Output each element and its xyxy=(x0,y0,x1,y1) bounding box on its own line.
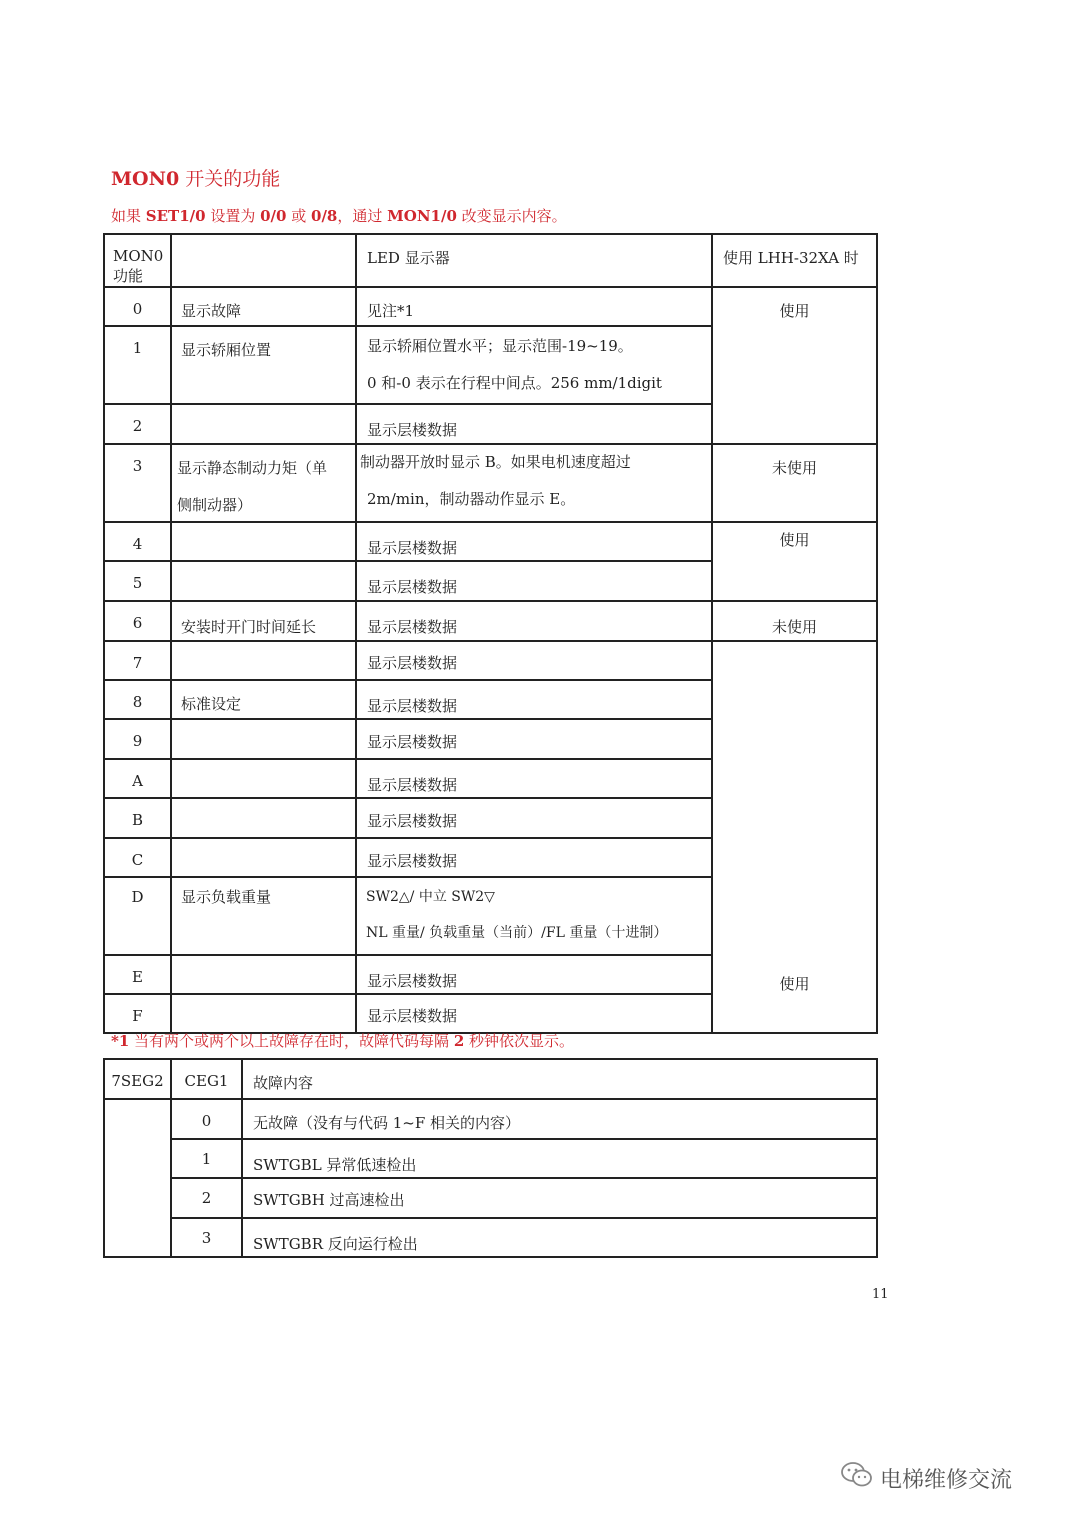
table-row xyxy=(104,287,877,326)
wechat-icon xyxy=(840,1460,880,1496)
row-code: C xyxy=(104,838,171,877)
header-blank xyxy=(171,234,356,287)
row-desc: SWTGBL 异常低速检出 xyxy=(242,1139,877,1178)
table-row xyxy=(104,444,877,522)
row-code: E xyxy=(104,955,171,994)
row-code: 6 xyxy=(104,601,171,641)
row-led: 显示层楼数据 xyxy=(356,641,712,680)
row-code: B xyxy=(104,798,171,838)
footnote: *1 当有两个或两个以上故障存在时，故障代码每隔 2 秒钟依次显示。 xyxy=(111,1032,575,1050)
table-row xyxy=(104,522,877,561)
row-function xyxy=(171,798,356,838)
row-code: 9 xyxy=(104,719,171,759)
row-led: 显示层楼数据 xyxy=(356,838,712,877)
row-function xyxy=(171,955,356,994)
row-desc: SWTGBR 反向运行检出 xyxy=(242,1218,877,1257)
section-note: 如果 SET1/0 设置为 0/0 或 0/8，通过 MON1/0 改变显示内容。 xyxy=(111,207,567,225)
row-code: F xyxy=(104,994,171,1033)
usage-cell: 未使用 xyxy=(712,444,877,522)
row-led: 显示层楼数据 xyxy=(356,798,712,838)
row-code: 3 xyxy=(171,1218,242,1257)
row-function xyxy=(171,404,356,444)
mon0-function-table xyxy=(103,233,878,1034)
row-function: 显示故障 xyxy=(171,287,356,326)
row-function xyxy=(171,994,356,1033)
header-led: LED 显示器 xyxy=(356,234,712,287)
fault-code-table xyxy=(103,1058,878,1258)
row-led: 显示层楼数据 xyxy=(356,680,712,719)
row-code: 0 xyxy=(171,1099,242,1139)
header-ceg1: CEG1 xyxy=(171,1059,242,1099)
usage-cell: 使用 xyxy=(712,287,877,444)
row-led: 见注*1 xyxy=(356,287,712,326)
row-function: 显示静态制动力矩（单 侧制动器） xyxy=(171,444,356,522)
row-function xyxy=(171,641,356,680)
row-code: 2 xyxy=(171,1178,242,1218)
row-led: 显示层楼数据 xyxy=(356,719,712,759)
table-row xyxy=(104,1139,877,1178)
row-function xyxy=(171,759,356,798)
header-usage: 使用 LHH-32XA 时 xyxy=(712,234,877,287)
row-code: 2 xyxy=(104,404,171,444)
row-led: 显示层楼数据 xyxy=(356,994,712,1033)
row-code: A xyxy=(104,759,171,798)
usage-cell: 使用 xyxy=(712,522,877,601)
table-row xyxy=(104,601,877,641)
row-code: 7 xyxy=(104,641,171,680)
row-led: 制动器开放时显示 B。如果电机速度超过 2m/min，制动器动作显示 E。 xyxy=(356,444,712,522)
row-function: 标准设定 xyxy=(171,680,356,719)
row-code: 1 xyxy=(171,1139,242,1178)
header-7seg2: 7SEG2 xyxy=(104,1059,171,1099)
header-fault-content: 故障内容 xyxy=(242,1059,877,1099)
watermark xyxy=(840,1460,1012,1496)
row-led: 显示层楼数据 xyxy=(356,522,712,561)
row-code: 3 xyxy=(104,444,171,522)
row-led: 显示层楼数据 xyxy=(356,955,712,994)
table-row xyxy=(104,1178,877,1218)
row-function xyxy=(171,561,356,601)
row-led: 显示层楼数据 xyxy=(356,561,712,601)
usage-cell: 未使用 xyxy=(712,601,877,641)
row-led: 显示层楼数据 xyxy=(356,759,712,798)
row-desc: SWTGBH 过高速检出 xyxy=(242,1178,877,1218)
row-code: 0 xyxy=(104,287,171,326)
table-header-row xyxy=(104,1059,877,1099)
row-led: SW2△/ 中立 SW2▽ NL 重量/ 负载重量（当前）/FL 重量（十进制） xyxy=(356,877,712,955)
row-led: 显示层楼数据 xyxy=(356,601,712,641)
row-code: D xyxy=(104,877,171,955)
table-row xyxy=(104,641,877,680)
row-code: 4 xyxy=(104,522,171,561)
row-code: 5 xyxy=(104,561,171,601)
watermark-text: 电梯维修交流 xyxy=(880,1467,1013,1493)
row-function: 安装时开门时间延长 xyxy=(171,601,356,641)
row-function: 显示轿厢位置 xyxy=(171,326,356,404)
page-number: 11 xyxy=(872,1287,889,1302)
row-desc: 无故障（没有与代码 1~F 相关的内容） xyxy=(242,1099,877,1139)
row-led: 显示层楼数据 xyxy=(356,404,712,444)
row-code: 8 xyxy=(104,680,171,719)
seg2-blank xyxy=(104,1099,171,1257)
table-row xyxy=(104,1218,877,1257)
table-row xyxy=(104,1099,877,1139)
row-function: 显示负载重量 xyxy=(171,877,356,955)
section-title: MON0 开关的功能 xyxy=(111,168,281,190)
row-code: 1 xyxy=(104,326,171,404)
row-led: 显示轿厢位置水平；显示范围-19~19。 0 和-0 表示在行程中间点。256 mm/1digit xyxy=(356,326,712,404)
row-function xyxy=(171,522,356,561)
row-function xyxy=(171,838,356,877)
usage-cell: 使用 xyxy=(712,641,877,1033)
table-header-row xyxy=(104,234,877,287)
header-mon0: MON0 功能 xyxy=(104,234,171,287)
row-function xyxy=(171,719,356,759)
